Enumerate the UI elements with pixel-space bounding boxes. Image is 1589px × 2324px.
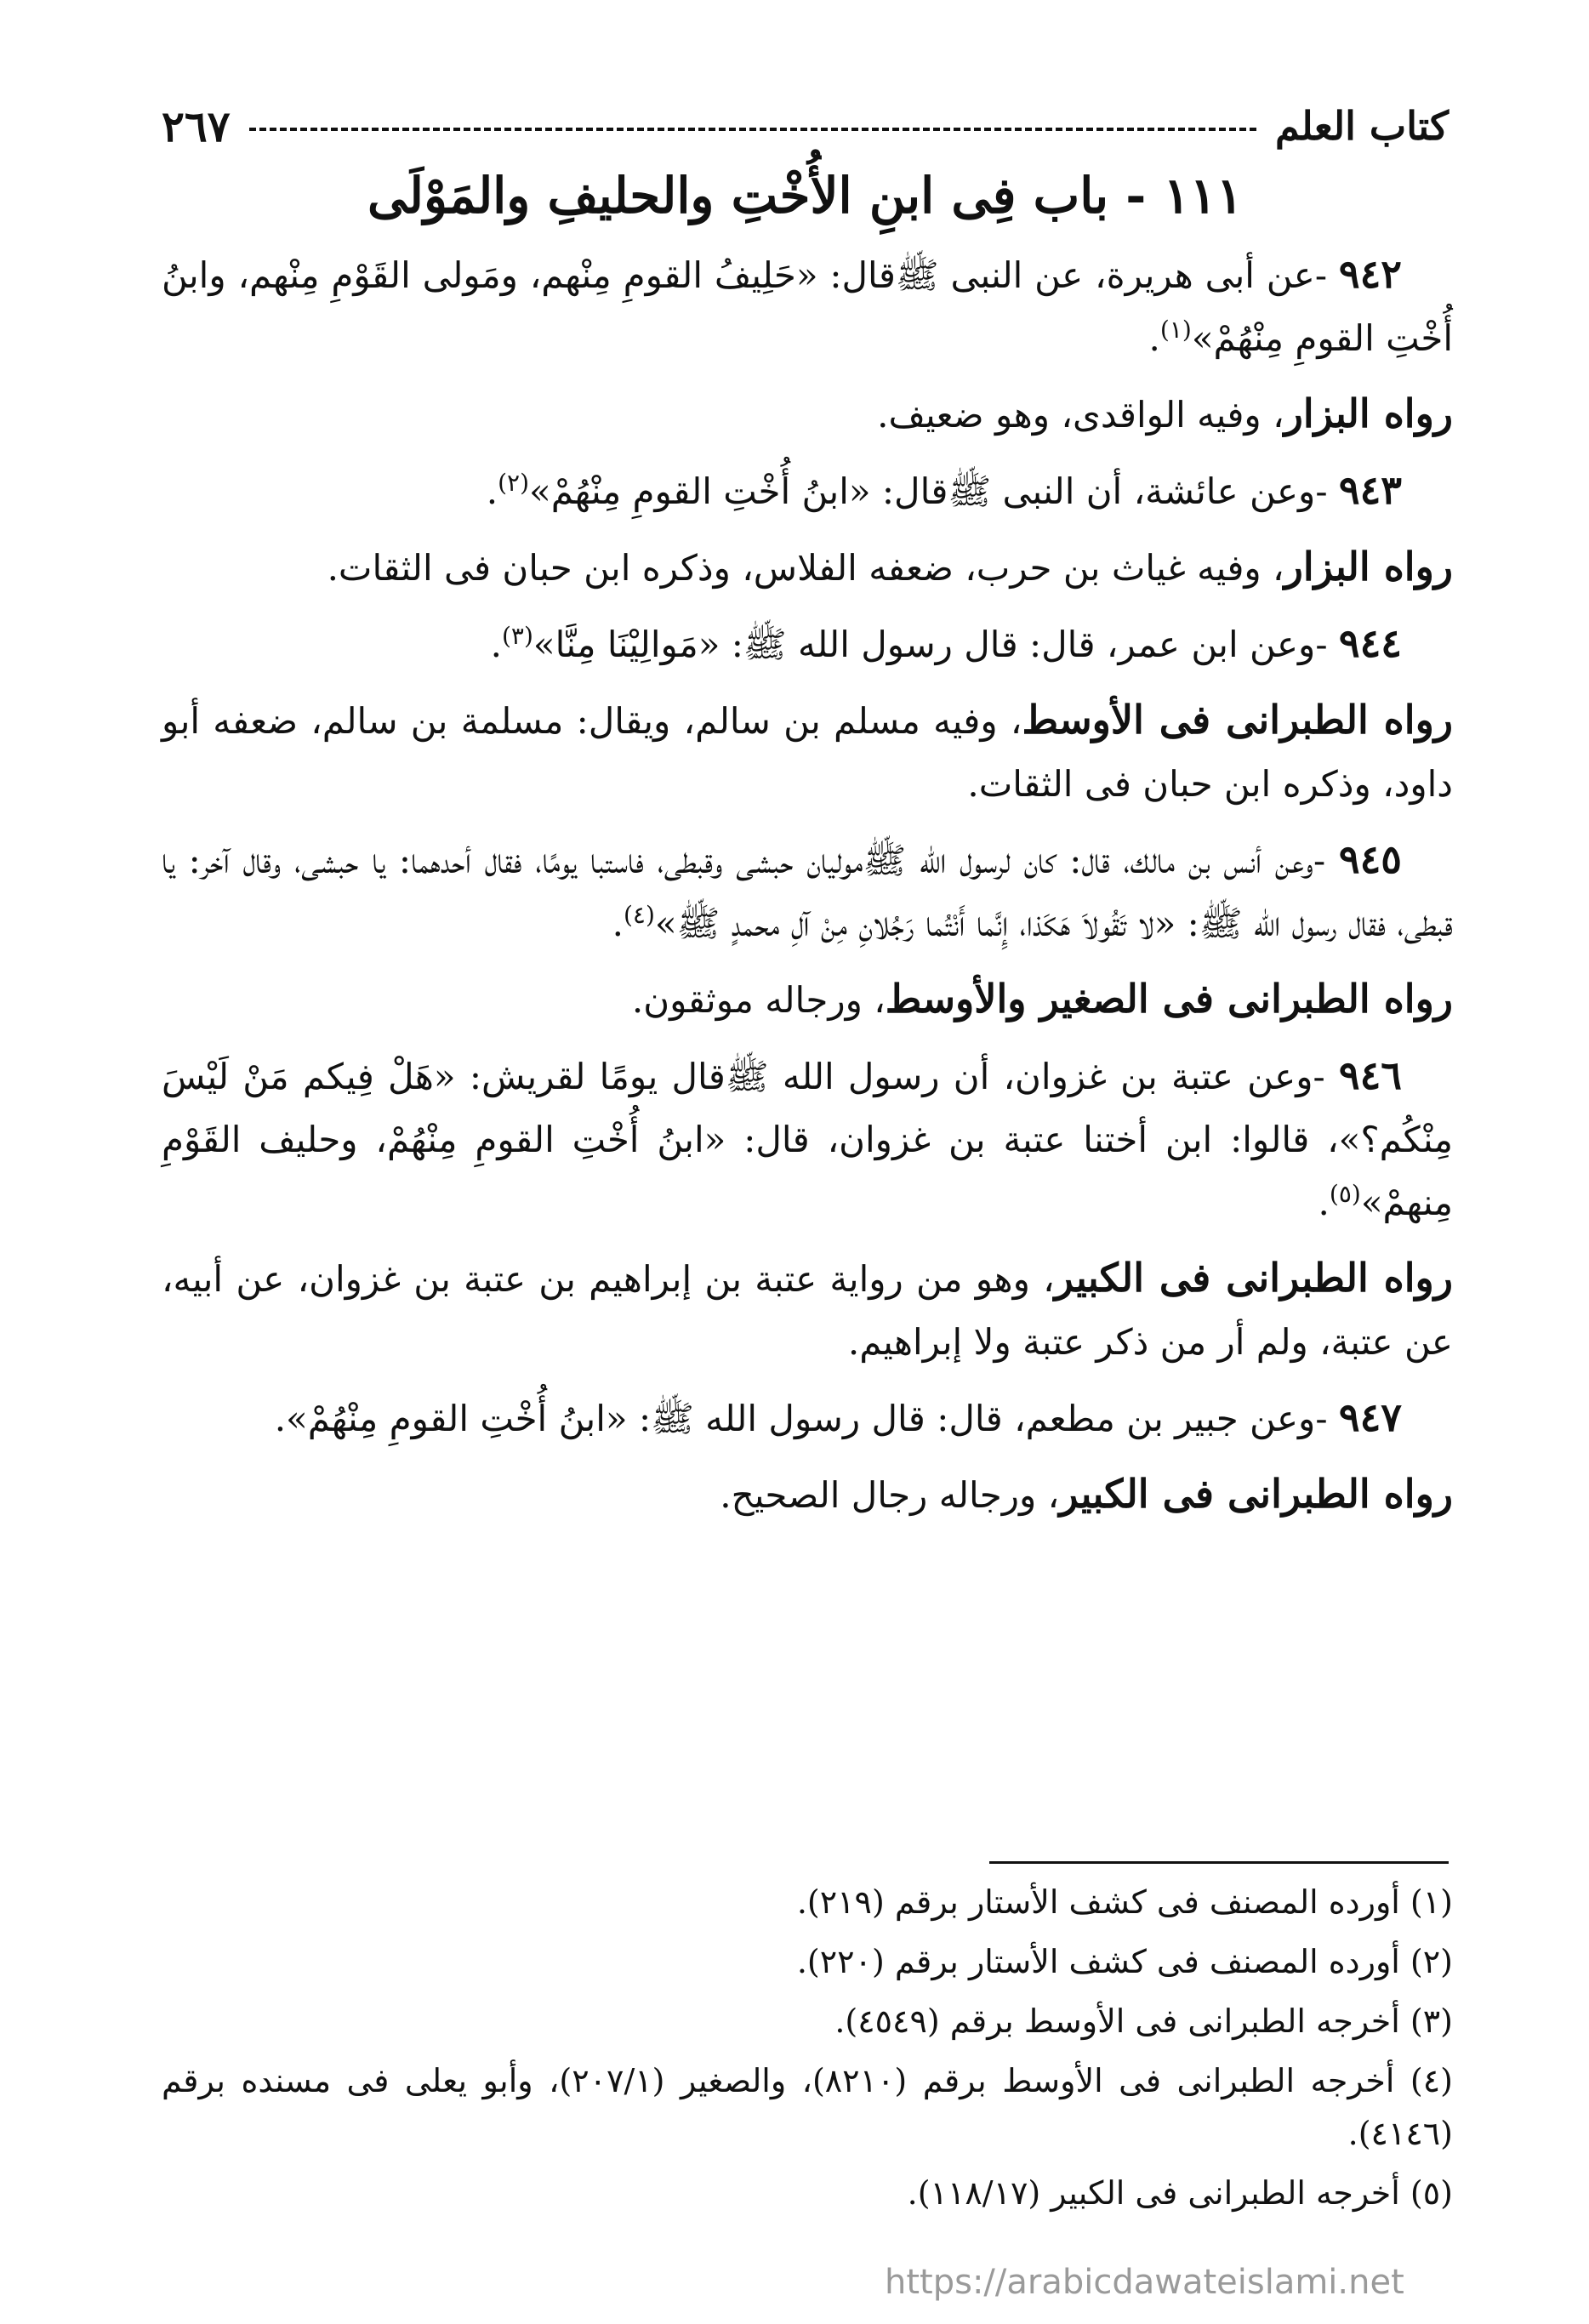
footnote: (٤) أخرجه الطبرانى فى الأوسط برقم (٨٢١٠)، والصغير (٢٠٧/١)، وأبو يعلى فى مسنده برقم (٤١٤٦). (162, 2062, 1453, 2152)
takhrij-narrator: رواه الطبرانى فى الكبير (1059, 1471, 1453, 1517)
takhrij-narrator: رواه البزار (1284, 544, 1453, 590)
takhrij-narrator: رواه الطبرانى فى الأوسط (1022, 697, 1453, 743)
hadith-entry (162, 242, 1453, 370)
takhrij-narrator: رواه الطبرانى فى الصغير والأوسط (885, 976, 1453, 1022)
hadith-number: ٩٤٦ (1338, 1052, 1402, 1098)
footnote-ref: (٤) (623, 901, 655, 929)
page-number: ٢٦٧ (162, 100, 231, 151)
footnote-ref: (٣) (501, 622, 533, 650)
takhrij-line (162, 535, 1453, 600)
watermark-url: https://arabicdawateislami.net (885, 2263, 1404, 2302)
takhrij-line (162, 688, 1453, 816)
hadith-text: -وعن جبير بن مطعم، قال: قال رسول الله ﷺ: «ابنُ أُخْتِ القومِ مِنْهُمْ». (274, 1398, 1328, 1439)
hadith-end: . (490, 624, 502, 665)
footnote: (٢) أورده المصنف فى كشف الأستار برقم (٢٢٠). (796, 1943, 1453, 1980)
takhrij-text: ، ورجاله رجال الصحيح. (720, 1474, 1060, 1516)
hadith-number: ٩٤٣ (1338, 467, 1402, 513)
takhrij-narrator: رواه البزار (1284, 390, 1453, 436)
hadith-text: -عن أبى هريرة، عن النبى ﷺقال: «حَلِيفُ القومِ مِنْهم، ومَولى القَوْمِ مِنْهم، وابنُ أُخْتِ القومِ مِنْهُمْ» (162, 254, 1453, 359)
takhrij-text: ، وفيه غياث بن حرب، ضعفه الفلاس، وذكره ابن حبان فى الثقات. (327, 547, 1284, 589)
hadith-text: -وعن أنس بن مالك، قال: كان لرسول الله ﷺموليان حبشى وقبطى، فاستبا يومًا، فقال أحدهما: يا حبشى، وقال آخر: يا قبطى، فقال رسول الله ﷺ: «لا تَقُولاَ هَكَذا، إِنَّما أَنْتُما رَجُلانِ مِنْ آلِ محمدٍ ﷺ» (162, 840, 1453, 944)
takhrij-line (162, 382, 1453, 447)
hadith-text: -وعن عائشة، أن النبى ﷺقال: «ابنُ أُخْتِ القومِ مِنْهُمْ» (529, 470, 1328, 512)
hadith-number: ٩٤٤ (1338, 620, 1402, 666)
hadith-number: ٩٤٧ (1338, 1394, 1402, 1440)
footnotes (162, 1876, 1453, 2226)
hadith-entry (162, 1386, 1453, 1450)
takhrij-text: ، ورجاله موثقون. (631, 979, 886, 1021)
footnote: (١) أورده المصنف فى كشف الأستار برقم (٢١٩). (796, 1883, 1453, 1921)
takhrij-text: ، وفيه مسلم بن سالم، ويقال: مسلمة بن سالم، ضعفه أبو داود، وذكره ابن حبان فى الثقات. (162, 700, 1453, 805)
footnote-separator (989, 1861, 1449, 1864)
hadith-number: ٩٤٢ (1338, 251, 1402, 297)
hadith-text: -وعن ابن عمر، قال: قال رسول الله ﷺ: «مَوالِيْنَا مِنَّا» (533, 624, 1328, 665)
hadith-entry (162, 1044, 1453, 1234)
takhrij-text: ، وفيه الواقدى، وهو ضعيف. (877, 394, 1284, 436)
footnote-ref: (٢) (498, 469, 530, 497)
takhrij-line (162, 1462, 1453, 1527)
takhrij-line (162, 1246, 1453, 1374)
header-dash-rule (249, 128, 1256, 131)
hadith-end: . (1148, 317, 1160, 359)
footnote-ref: (١) (1159, 316, 1192, 344)
hadith-end: . (1318, 1182, 1330, 1223)
footnote-ref: (٥) (1329, 1180, 1361, 1208)
takhrij-narrator: رواه الطبرانى فى الكبير (1054, 1255, 1453, 1301)
hadith-text: -وعن عتبة بن غزوان، أن رسول الله ﷺقال يومًا لقريش: «هَلْ فِيكم مَنْ لَيْسَ مِنْكُم؟»، قالوا: ابن أختنا عتبة بن غزوان، قال: «ابنُ أُخْتِ القومِ مِنْهُمْ، وحليف القَوْمِ مِنهمْ» (162, 1056, 1453, 1223)
book-title: كتاب العلم (1275, 103, 1449, 149)
hadith-end: . (612, 903, 624, 944)
footnote: (٥) أخرجه الطبرانى فى الكبير (١١٨/١٧). (907, 2174, 1453, 2212)
chapter-title: ١١١ - باب فِى ابنِ الأُخْتِ والحليفِ والمَوْلَى (367, 167, 1244, 225)
running-header (162, 100, 1449, 151)
takhrij-text: ، وهو من رواية عتبة بن إبراهيم بن عتبة بن غزوان، عن أبيه، عن عتبة، ولم أر من ذكر عتبة ولا إبراهيم. (162, 1258, 1453, 1363)
hadith-end: . (486, 470, 498, 512)
hadith-entry (162, 459, 1453, 523)
hadith-entry (162, 828, 1453, 955)
hadith-number: ٩٤٥ (1338, 836, 1402, 882)
hadith-entry (162, 612, 1453, 676)
footnote: (٣) أخرجه الطبرانى فى الأوسط برقم (٤٥٤٩). (834, 2002, 1453, 2040)
hadith-body (162, 242, 1453, 1539)
takhrij-line (162, 967, 1453, 1032)
